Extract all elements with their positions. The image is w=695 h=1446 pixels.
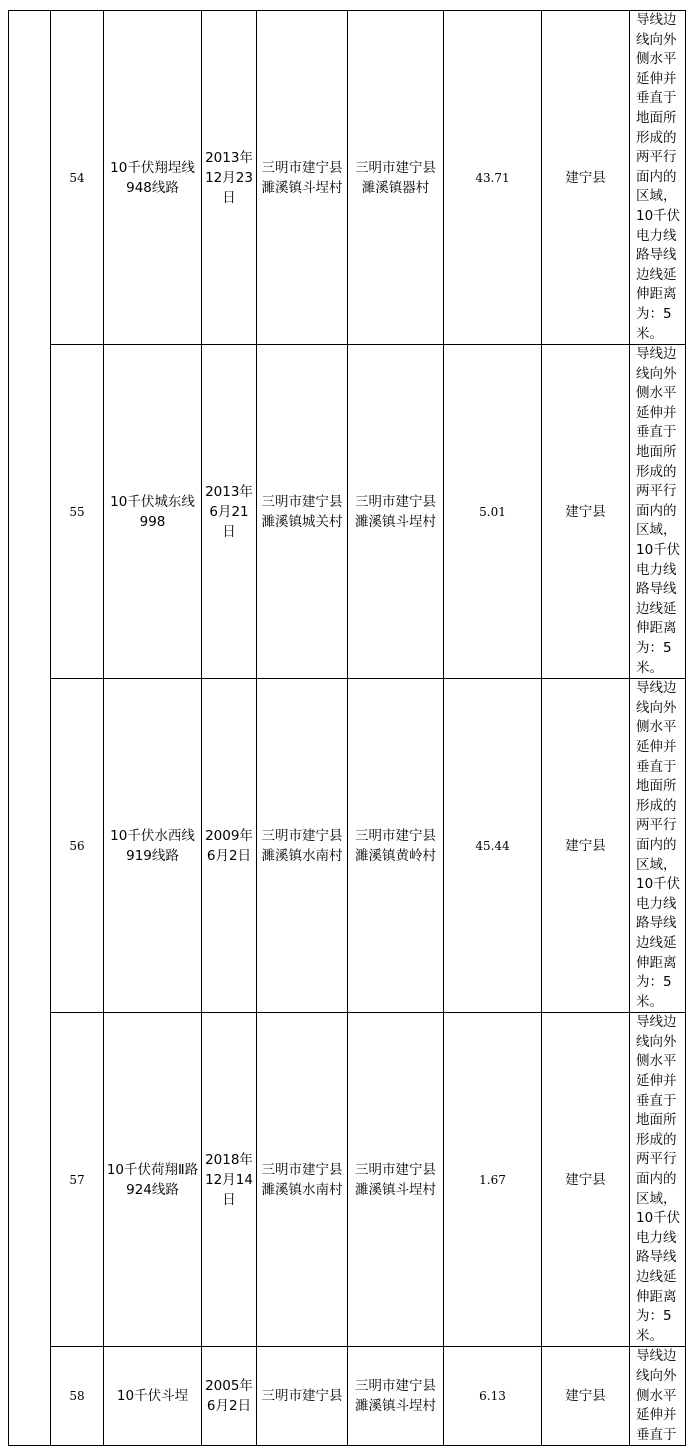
table-row (9, 1347, 686, 1446)
village: 三明市建宁县 (257, 1347, 348, 1446)
line-protection-table (8, 10, 686, 1446)
line-name: 10千伏城东线998 (104, 345, 202, 679)
commission-date: 2013年12月23日 (202, 11, 257, 345)
village: 三明市建宁县濉溪镇水南村 (257, 1013, 348, 1347)
line-name: 10千伏水西线919线路 (104, 679, 202, 1013)
commission-date: 2005年6月2日 (202, 1347, 257, 1446)
row-number: 58 (51, 1347, 104, 1446)
table-row (9, 345, 686, 679)
county: 建宁县 (542, 11, 630, 345)
row-number: 57 (51, 1013, 104, 1347)
county: 建宁县 (542, 679, 630, 1013)
table-row (9, 11, 686, 345)
location: 三明市建宁县濉溪镇黄岭村 (348, 679, 444, 1013)
commission-date: 2009年6月2日 (202, 679, 257, 1013)
protection-area: 导线边线向外侧水平延伸并垂直于地面所形成的两平行面内的区域，10千伏电力线路导线边线延伸距离为：5米。 (630, 1013, 686, 1347)
line-length: 1.67 (444, 1013, 542, 1347)
location: 三明市建宁县濉溪镇器村 (348, 11, 444, 345)
village: 三明市建宁县濉溪镇斗埕村 (257, 11, 348, 345)
line-name: 10千伏翔埕线948线路 (104, 11, 202, 345)
line-length: 5.01 (444, 345, 542, 679)
merged-left-cell (9, 11, 51, 1446)
county: 建宁县 (542, 345, 630, 679)
commission-date: 2018年12月14日 (202, 1013, 257, 1347)
location: 三明市建宁县濉溪镇斗埕村 (348, 1013, 444, 1347)
village: 三明市建宁县濉溪镇城关村 (257, 345, 348, 679)
county: 建宁县 (542, 1347, 630, 1446)
line-length: 6.13 (444, 1347, 542, 1446)
protection-area: 导线边线向外侧水平延伸并垂直于地面所形成的两平行面内的区域，10千伏电力线路导线边线延伸距离为：5米。 (630, 11, 686, 345)
protection-area: 导线边线向外侧水平延伸并垂直于 (630, 1347, 686, 1446)
table-row (9, 1013, 686, 1347)
location: 三明市建宁县濉溪镇斗埕村 (348, 1347, 444, 1446)
commission-date: 2013年6月21日 (202, 345, 257, 679)
table-row (9, 679, 686, 1013)
protection-area: 导线边线向外侧水平延伸并垂直于地面所形成的两平行面内的区域，10千伏电力线路导线边线延伸距离为：5米。 (630, 345, 686, 679)
protection-area: 导线边线向外侧水平延伸并垂直于地面所形成的两平行面内的区域，10千伏电力线路导线边线延伸距离为：5米。 (630, 679, 686, 1013)
row-number: 56 (51, 679, 104, 1013)
location: 三明市建宁县濉溪镇斗埕村 (348, 345, 444, 679)
line-name: 10千伏斗埕 (104, 1347, 202, 1446)
row-number: 55 (51, 345, 104, 679)
line-length: 45.44 (444, 679, 542, 1013)
village: 三明市建宁县濉溪镇水南村 (257, 679, 348, 1013)
line-name: 10千伏荷翔Ⅱ路924线路 (104, 1013, 202, 1347)
row-number: 54 (51, 11, 104, 345)
line-length: 43.71 (444, 11, 542, 345)
county: 建宁县 (542, 1013, 630, 1347)
